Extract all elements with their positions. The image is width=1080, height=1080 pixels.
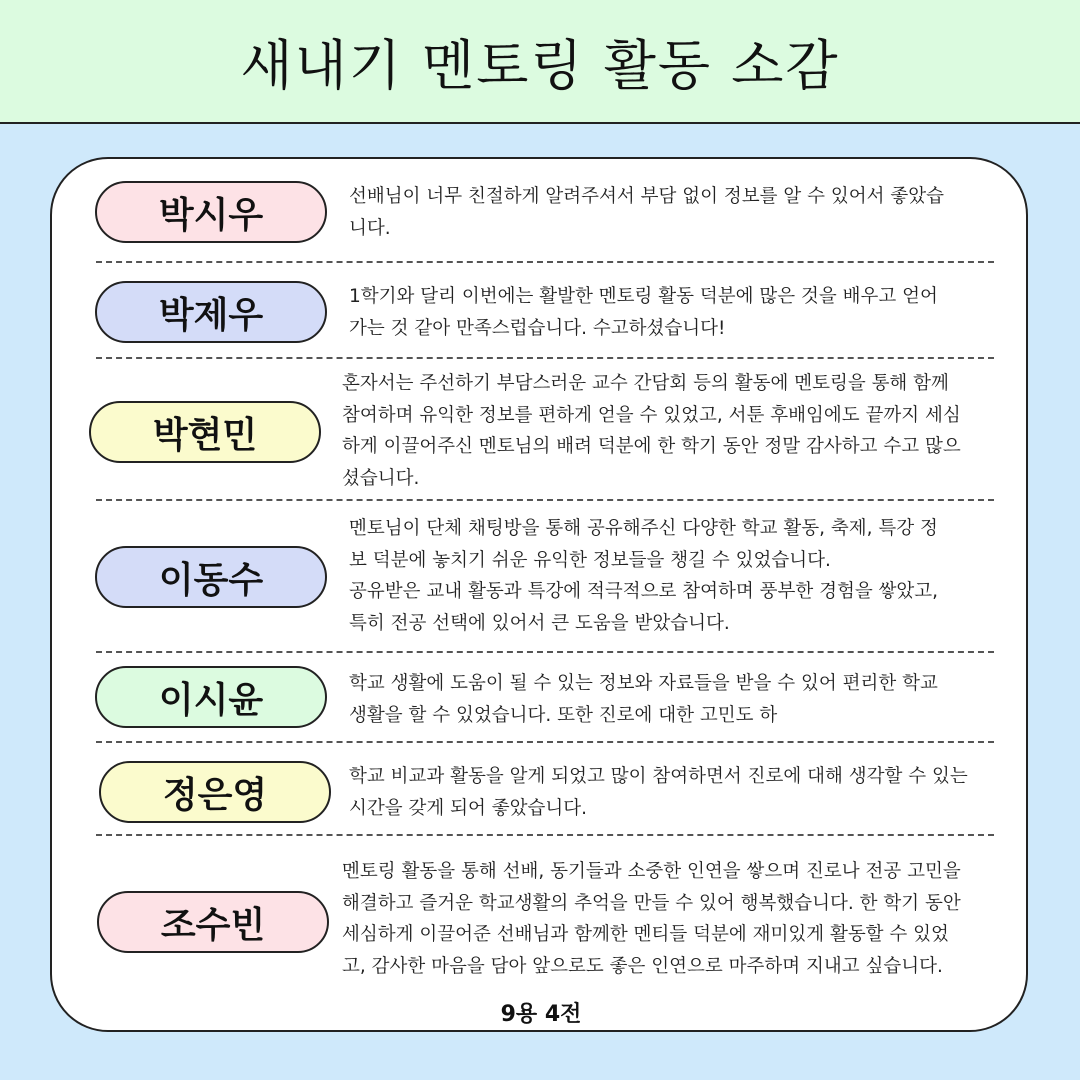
divider <box>96 357 994 359</box>
review-text <box>349 668 1009 731</box>
review-line: 참여하며 유익한 정보를 편하게 얻을 수 있었고, 서툰 후배임에도 끝까지 세심 <box>342 404 961 426</box>
review-line: 특히 전공 선택에 있어서 큰 도움을 받았습니다. <box>349 612 730 634</box>
divider <box>96 261 994 263</box>
name-badge-박현민: 박현민 <box>89 401 321 463</box>
review-line: 해결하고 즐거운 학교생활의 추억을 만들 수 있어 행복했습니다. 한 학기 동안 <box>342 892 961 914</box>
review-line: 멘토님이 단체 채팅방을 통해 공유해주신 다양한 학교 활동, 축제, 특강 정 <box>349 518 938 539</box>
divider <box>96 834 994 836</box>
name-badge-박제우: 박제우 <box>95 281 327 343</box>
review-line: 1학기와 달리 이번에는 활발한 멘토링 활동 덕분에 많은 것을 배우고 얻어 <box>349 286 938 307</box>
review-line: 학교 생활에 도움이 될 수 있는 정보와 자료들을 받을 수 있어 편리한 학교 <box>349 673 938 694</box>
title-banner <box>0 0 1080 124</box>
review-line: 멘토링 활동을 통해 선배, 동기들과 소중한 인연을 쌓으며 진로나 전공 고민을 <box>342 861 961 882</box>
team-label: 9용 4전 <box>500 1002 582 1027</box>
review-line: 선배님이 너무 친절하게 알려주셔서 부담 없이 정보를 알 수 있어서 좋았습 <box>349 186 944 207</box>
review-line: 하게 이끌어주신 멘토님의 배려 덕분에 한 학기 동안 정말 감사하고 수고 많으 <box>342 436 961 457</box>
review-line: 공유받은 교내 활동과 특강에 적극적으로 참여하며 풍부한 경험을 쌓았고, <box>349 581 939 602</box>
name-badge-이동수: 이동수 <box>95 546 327 608</box>
review-line: 가는 것 같아 만족스럽습니다. 수고하셨습니다! <box>349 317 726 339</box>
reviews-card <box>50 157 1028 1032</box>
review-line: 학교 비교과 활동을 알게 되었고 많이 참여하면서 진로에 대해 생각할 수 있는 <box>349 766 968 787</box>
review-text <box>342 856 1012 982</box>
review-line: 니다. <box>349 217 391 239</box>
review-line: 생활을 할 수 있었습니다. 또한 진로에 대한 고민도 하 <box>349 704 778 726</box>
review-text <box>349 281 1009 344</box>
review-line: 세심하게 이끌어준 선배님과 함께한 멘티들 덕분에 재미있게 활동할 수 있었 <box>342 924 949 945</box>
name-badge-이시윤: 이시윤 <box>95 666 327 728</box>
name-badge-정은영: 정은영 <box>99 761 331 823</box>
review-text <box>349 761 1019 824</box>
page-title: 새내기 멘토링 활동 소감 <box>240 33 840 97</box>
review-line: 보 덕분에 놓치기 쉬운 유익한 정보들을 챙길 수 있었습니다. <box>349 549 831 571</box>
review-line: 셨습니다. <box>342 467 420 489</box>
divider <box>96 741 994 743</box>
divider <box>96 499 994 501</box>
review-text <box>349 513 1009 639</box>
review-line: 고, 감사한 마음을 담아 앞으로도 좋은 인연으로 마주하며 지내고 싶습니다. <box>342 955 943 977</box>
review-line: 시간을 갖게 되어 좋았습니다. <box>349 797 587 819</box>
name-badge-조수빈: 조수빈 <box>97 891 329 953</box>
review-text <box>349 181 1009 244</box>
review-line: 혼자서는 주선하기 부담스러운 교수 간담회 등의 활동에 멘토링을 통해 함께 <box>342 373 949 394</box>
name-badge-박시우: 박시우 <box>95 181 327 243</box>
divider <box>96 651 994 653</box>
review-text <box>342 368 1012 494</box>
